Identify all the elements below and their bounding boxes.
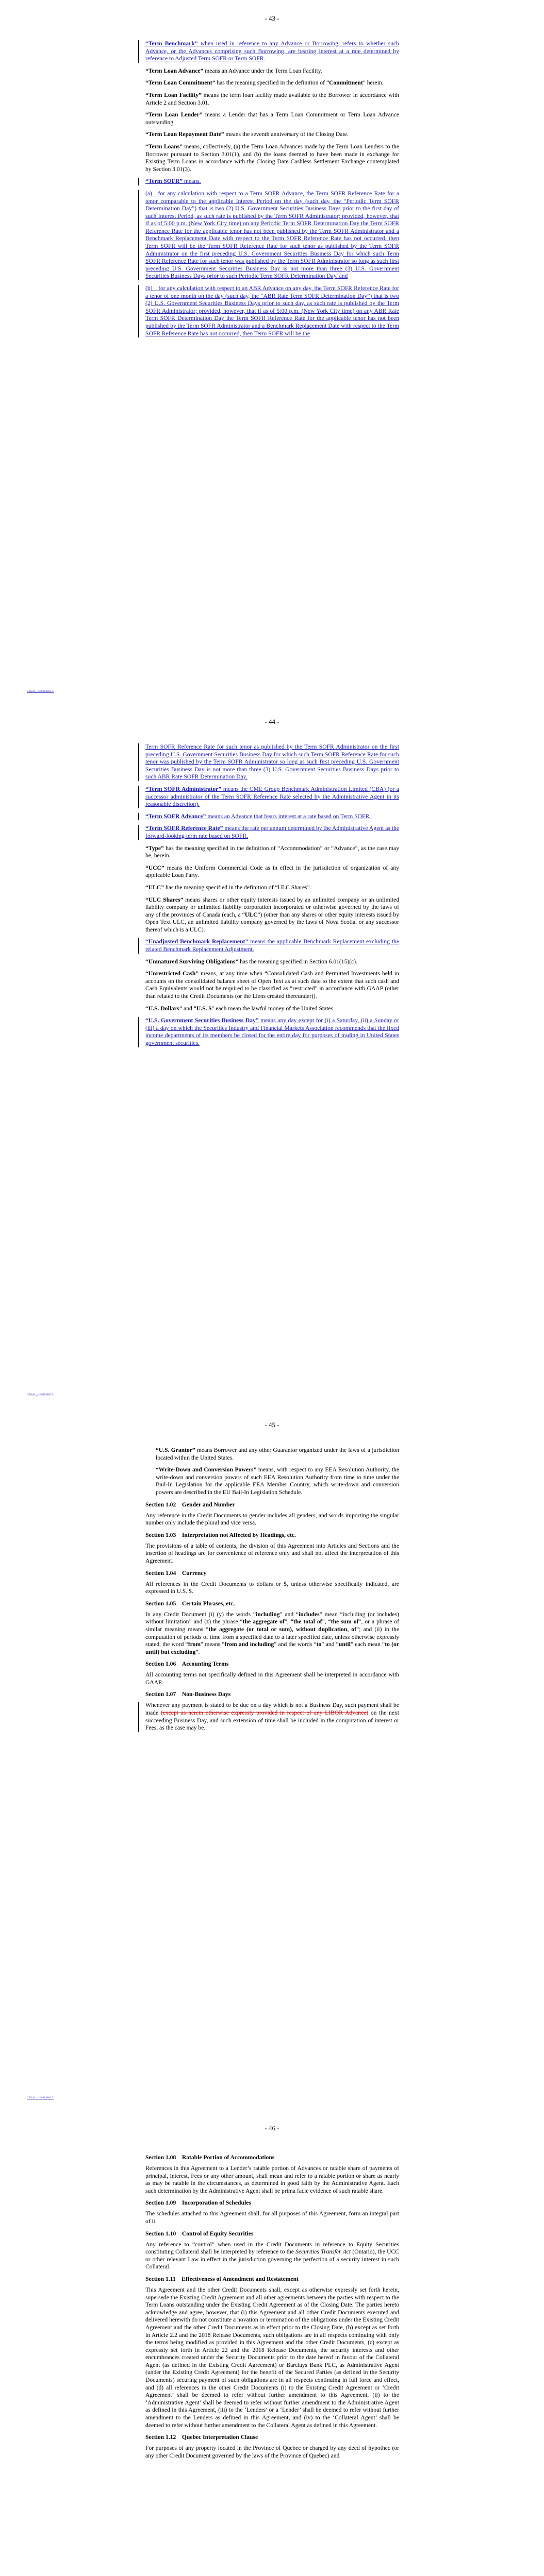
section-heading: Section 1.06 Accounting Terms — [145, 1660, 229, 1668]
paragraph — [145, 825, 399, 840]
text-run: on the next succeeding Business Day, and such extension of time shall be included in the computation of interest or Fees, as the case may be. — [145, 1709, 399, 1732]
section-heading: Section 1.05 Certain Phrases, etc. — [145, 1600, 235, 1607]
paragraph — [145, 896, 399, 934]
section-heading: Section 1.12 Quebec Interpretation Clause — [145, 2434, 258, 2441]
paragraph — [145, 285, 399, 337]
page-content — [145, 743, 399, 1052]
paragraph — [145, 813, 399, 821]
inserted-text: means the rate per annum determined by the Administrative Agent as the forward-looking term rate based on SOFR. — [145, 825, 399, 839]
paragraph — [145, 1005, 399, 1013]
text-run: “U.S. Grantor” — [156, 1447, 195, 1453]
text-run: “ULC” — [145, 884, 164, 891]
paragraph — [145, 2241, 399, 2271]
section-heading: Section 1.03 Interpretation not Affected by Headings, etc. — [145, 1531, 296, 1538]
text-run: ”) (other than any shares or other equity interests issued by Open Text ULC, an unlimited liability company governed by the laws of Nova Scotia, or any successor thereof which is a ULC). — [145, 911, 399, 933]
text-run: “Term Loan Facility” — [145, 91, 202, 98]
text-run: includes — [299, 1611, 320, 1618]
paragraph — [145, 1581, 399, 1596]
page-number: - 45 - — [265, 1421, 279, 1429]
paragraph — [145, 190, 399, 280]
page-number: - 44 - — [265, 718, 279, 725]
section-heading: Section 1.08 Ratable Portion of Accommodations — [145, 2154, 275, 2161]
inserted-text: means an Advance that bears interest at a rate based on Term SOFR. — [206, 812, 371, 820]
inserted-text: means, — [183, 178, 201, 185]
inserted-text: “Term Benchmark” — [145, 40, 198, 47]
text-run: For purposes of any property located in the Province of Quebec or charged by any deed of hypothec (or any other Credit Document governed by the laws of the Province of Quebec) and — [145, 2445, 399, 2459]
change-bar — [138, 40, 139, 63]
change-bar — [138, 813, 139, 821]
text-run: (Ontario), the UCC or other relevant Law in effect in the jurisdiction governing the perfection of a security interest in such Collateral. — [145, 2248, 400, 2270]
text-run: ” and “ — [321, 1641, 339, 1648]
text-run: All accounting terms not specifically defined in this Agreement shall be interpreted in accordance with GAAP. — [145, 1671, 399, 1686]
text-run: “Term Loans” — [145, 143, 183, 150]
document-page — [0, 1406, 544, 2110]
text-run: means a Lender that has a Term Loan Commitment or Term Loan Advance outstanding. — [145, 111, 399, 126]
paragraph — [145, 131, 399, 139]
inserted-text: means any day except for (i) a Saturday, (ii) a Sunday or (iii) a day on which the Securities Industry and Financial Markets Association recommends that the fixed income departments of its members be closed for the entire day for purposes of trading in United States government securities. — [145, 1017, 399, 1046]
text-run: Any reference to “control” when used in the Credit Documents in reference to Equity Securities constituting Collateral shall be interpreted by reference to the — [145, 2241, 399, 2256]
inserted-text: “U.S. Government Securities Business Day” — [145, 1017, 259, 1024]
text-run: means the seventh anniversary of the Closing Date. — [224, 131, 349, 138]
text-run: ” each mean “ — [350, 1641, 385, 1648]
text-run: ” mean “including (or includes) without limitation” and (z) the phrase “ — [145, 1611, 399, 1625]
paragraph — [145, 2210, 399, 2225]
text-run: “Unrestricted Cash” — [145, 970, 199, 977]
text-run: means shares or other equity interests issued by an unlimited company or an unlimited liability company or unlimited liability corporation incorporated or otherwise governed by the laws of any of the provinces of Canada (each, a “ — [145, 896, 399, 918]
change-bar — [138, 190, 139, 280]
change-bar — [138, 1017, 139, 1047]
paragraph — [145, 92, 399, 107]
page-number: - 46 - — [265, 2124, 279, 2132]
change-bar — [138, 285, 139, 337]
paragraph — [145, 1702, 399, 1732]
inserted-text: “Term SOFR Administrator” — [145, 785, 222, 792]
change-bar — [138, 178, 139, 185]
text-run: has the meaning specified in Section 6.01(15)(c). — [238, 958, 358, 965]
page-number: - 43 - — [265, 14, 279, 22]
text-run: References in this Agreement to a Lender’s ratable portion of Advances or ratable share of payments of principal, interest, Fees or any other amount, shall mean and refer to a ratable portion or share as nearly as may be ratable in the circumstances, as determined in good faith by the Administrative Agent. Each such determination by the Administrative Agent shall be prima facie evidence of such ratable share. — [145, 2165, 399, 2194]
paragraph — [145, 1671, 399, 1686]
inserted-text: when used in reference to any Advance or Borrowing, refers to whether such Advance, or the Advances comprising such Borrowing, are bearing interest at a rate determined by reference to Adjusted Term SOFR or Term SOFR. — [145, 40, 399, 62]
paragraph — [145, 111, 399, 126]
section-heading: Section 1.11 Effectiveness of Amendment and Restatement — [145, 2275, 299, 2282]
inserted-text: “Term SOFR Advance” — [145, 812, 206, 820]
paragraph — [145, 865, 399, 879]
text-run: to — [316, 1641, 322, 1648]
text-run: the aggregate of — [242, 1618, 285, 1625]
text-run: has the meaning specified in the definition of “Accommodation” or “Advance”, as the case may be, herein. — [145, 844, 399, 859]
inserted-text: means the CME Group Benchmark Administration Limited (CBA) (or a successor administrator of the Term SOFR Reference Rate selected by the Administrative Agent in its reasonable discretion). — [145, 785, 400, 808]
section-heading: Section 1.04 Currency — [145, 1569, 207, 1577]
section-heading: Section 1.10 Control of Equity Securities — [145, 2230, 254, 2237]
change-bar — [138, 786, 139, 808]
text-run: the aggregate (or total or sum), without duplication, of — [208, 1625, 356, 1633]
text-run: ”, “ — [284, 1618, 293, 1625]
inserted-text: (b) for any calculation with respect to an ABR Advance on any day, the Term SOFR Reference Rate for a tenor of one month on the day (such day, the “ABR Rate Term SOFR Determination Day”) that is two (2) U.S. Government Securities Business Days prior to such day, as such rate is published by the Term SOFR Administrator; provided, however, that if as of 5:00 p.m. (New York City time) on any ABR Rate Term SOFR Determination Day the Term SOFR Reference Rate for the applicable tenor has not been published by the Term SOFR Administrator and a Benchmark Replacement Date with respect to the Term SOFR Reference Rate has not occurred, then Term SOFR will be the — [145, 285, 399, 337]
text-run: “Term Loan Lender” — [145, 111, 203, 118]
text-run: means the Uniform Commercial Code as in effect in the jurisdiction of organization of any applicable Loan Party. — [145, 864, 399, 879]
page-content — [145, 1447, 399, 1737]
text-run: ” and the words “ — [274, 1641, 317, 1648]
paragraph — [145, 958, 399, 966]
text-run: means, with respect to any EEA Resolution Authority, the write-down and conversion powers of such EEA Resolution Authority from time to time under the Bail-In Legislation for the applicable EEA Member Country, which write-down and conversion powers are described in the EU Bail-In Legislation Schedule. — [156, 1466, 399, 1496]
text-run: from and including — [224, 1641, 274, 1648]
text-run: “UCC” — [145, 864, 164, 871]
deleted-text: (except as herein otherwise expressly provided in respect of any LIBOR Advance) — [160, 1709, 369, 1717]
text-run: Commitment — [329, 79, 363, 87]
text-run: “U.S. Dollars” — [145, 1005, 183, 1012]
text-run: Securities Transfer Act — [295, 2248, 351, 2256]
text-run: “Write-Down and Conversion Powers” — [156, 1466, 257, 1473]
text-run: “Type” — [145, 844, 164, 852]
paragraph — [145, 178, 399, 185]
change-bar — [138, 938, 139, 953]
paragraph — [145, 970, 399, 1000]
text-run: including — [256, 1611, 280, 1618]
paragraph — [145, 1017, 399, 1047]
text-run: The provisions of a table of contents, the division of this Agreement into Articles and Sections and the insertion of headings are for convenience of reference only and shall not affect the interpretation of this Agreement. — [145, 1542, 399, 1564]
inserted-text: Term SOFR Reference Rate for such tenor as published by the Term SOFR Administrator on the first preceding U.S. Government Securities Business Day for which such Term SOFR Reference Rate for such tenor was published by the Term SOFR Administrator so long as such first preceding U.S. Government Securities Business Day is not more than three (3) U.S. Government Securities Business Days prior to such ABR Rate SOFR Determination Day. — [145, 743, 399, 781]
change-bar — [138, 743, 139, 781]
text-run: means, collectively, (a) the Term Loan Advances made by the Term Loan Lenders to the Borrower pursuant to Section 3.01(1), and (b) the loans deemed to have been made in exchange for Existing Term Loans in accordance with the Closing Date Cashless Settlement Exchange contemplated by Section 3.01(3). — [145, 143, 399, 173]
text-run: means, at any time when “Consolidated Cash and Permitted Investments held in accounts on the consolidated balance sheet of Open Text as at such date to the extent that such cash and Cash Equivalents would not be required to be classified as “restricted” in accordance with GAAP (other than related to the Credit Documents (or the Liens created thereunder)). — [145, 970, 399, 1000]
text-run: Whenever any payment is stated to be due on a day which is not a Business Day, such payment shall be made — [145, 1702, 399, 1717]
text-run: from — [188, 1641, 201, 1648]
paragraph — [145, 143, 399, 173]
text-run: ULC — [244, 911, 258, 918]
section-heading: Section 1.09 Incorporation of Schedules — [145, 2199, 251, 2207]
text-run: ” and “ — [279, 1611, 299, 1618]
footer-document-code: LEGAL_1:66904863.5 — [27, 690, 54, 693]
paragraph — [145, 2445, 399, 2460]
section-heading: Section 1.07 Non-Business Days — [145, 1691, 231, 1698]
text-run: This Agreement and the other Credit Documents shall, except as otherwise expressly set forth herein, supersede the Existing Credit Agreement and all other agreements between the parties with respect to the Term Loans outstanding under the Existing Credit Agreement as of the Closing Date. The parties hereto acknowledge and agree, however, that (i) this Agreement and all other Credit Documents executed and delivered herewith do not constitute a novation or termination of the obligations under the Existing Credit Agreement and the other Credit Documents as in effect prior to the Closing Date, (b) except as set forth in Article 2.2 and the 2018 Release Documents, such obligations are in all respects continuing with only the terms being modified as provided in this Agreement and the other Credit Documents, (c) except as expressly set forth in Article 22 and the 2018 Release Documents, the security interests and other encumbrances created under the Security Documents prior to the date hereof in favour of the Collateral Agent (as defined in the Existing Credit Agreement) or Barclays Bank PLC, as Administrative Agent (under the Existing Credit Agreement) for the benefit of the Secured Parties (as defined in the Security Documents) securing payment of such obligations are in all respects continuing in full force and effect, and (d) all references in the other Credit Documents (i) to the Existing Credit Agreement or ‘Credit Agreement’ shall be deemed to refer without further amendment to this Agreement, (ii) to the ‘Administrative Agent’ shall be deemed to refer without further amendment to the Administrative Agent as defined in this Agreement, (iii) to the ‘Lenders’ or a ‘Lender’ shall be deemed to refer without further amendment to the Lenders as defined in this Agreement, and (iv) to the ‘Collateral Agent’ shall be deemed to refer without further amendment to the Collateral Agent as defined in this Agreement. — [145, 2286, 399, 2429]
inserted-text: “Unadjusted Benchmark Replacement” — [145, 938, 249, 945]
inserted-text: “Term SOFR” — [145, 178, 183, 185]
paragraph — [145, 1512, 399, 1527]
change-bar — [138, 825, 139, 840]
text-run: ”. — [195, 1648, 200, 1655]
inserted-text: “Term SOFR Reference Rate” — [145, 825, 223, 832]
paragraph — [145, 2165, 399, 2195]
text-run: The schedules attached to this Agreement shall, for all purposes of this Agreement, form an integral part of it. — [145, 2210, 399, 2225]
text-run: Any reference in the Credit Documents to gender includes all genders, and words importing the singular number only include the plural and vice versa. — [145, 1512, 399, 1527]
paragraph — [156, 1447, 399, 1462]
text-run: ” herein. — [362, 79, 384, 87]
text-run: and “ — [182, 1005, 196, 1012]
text-run: means an Advance under the Term Loan Facility. — [203, 67, 322, 74]
page-content — [145, 2151, 399, 2464]
text-run: ”; and (ii) in the computation of periods of time from a specified date to a later specified date, unless otherwise expressly stated, the word “ — [145, 1625, 399, 1648]
text-run: means the term loan facility made available to the Borrower in accordance with Article 2 and Section 3.01. — [145, 91, 399, 106]
paragraph — [145, 79, 399, 87]
text-run: ” means “ — [201, 1641, 225, 1648]
paragraph — [145, 884, 399, 892]
paragraph — [145, 743, 399, 781]
paragraph — [145, 1543, 399, 1565]
document-page — [0, 703, 544, 1406]
inserted-text: (a) for any calculation with respect to a Term SOFR Advance, the Term SOFR Reference Rate for a tenor comparable to the applicable Interest Period on the day (such day, the “Periodic Term SOFR Determination Day”) that is two (2) U.S. Government Securities Business Days prior to the first day of such Interest Period, as such rate is published by the Term SOFR Administrator; provided, however, that if as of 5:00 p.m. (New York City time) on any Periodic Term SOFR Determination Day the Term SOFR Reference Rate for the applicable tenor has not been published by the Term SOFR Administrator and a Benchmark Replacement Date with respect to the Term SOFR Reference Rate has not occurred, then Term SOFR will be the Term SOFR Reference Rate for such tenor as published by the Term SOFR Administrator on the first preceding U.S. Government Securities Business Day for which such Term SOFR Reference Rate for such tenor was published by the Term SOFR Administrator so long as such first preceding U.S. Government Securities Business Day is not more than three (3) U.S. Government Securities Business Days prior to such Periodic Term SOFR Determination Day, and — [145, 190, 399, 280]
document-page — [0, 2110, 544, 2576]
text-run: All references in the Credit Documents to dollars or $, unless otherwise specifically indicated, are expressed in U.S. $. — [145, 1580, 399, 1595]
text-run: means Borrower and any other Guarantor organized under the laws of a jurisdiction located within the United States. — [156, 1447, 400, 1461]
text-run: “Term Loan Repayment Date” — [145, 131, 224, 138]
footer-document-code: LEGAL_1:66904863.5 — [27, 2097, 54, 2099]
paragraph — [156, 1466, 399, 1496]
paragraph — [145, 786, 399, 808]
text-run: the sum of — [331, 1618, 359, 1625]
text-run: has the meaning specified in the definition of “ULC Shares”. — [164, 884, 311, 891]
text-run: the total of — [293, 1618, 322, 1625]
text-run: has the meaning specified in the definition of “ — [215, 79, 329, 87]
text-run: “Unmatured Surviving Obligations” — [145, 958, 239, 965]
text-run: “Term Loan Advance” — [145, 67, 204, 74]
document-page — [0, 0, 544, 703]
paragraph — [145, 845, 399, 860]
text-run: ”, “ — [322, 1618, 331, 1625]
paragraph — [145, 40, 399, 63]
footer-document-code: LEGAL_1:66904863.5 — [27, 1394, 54, 1396]
inserted-text: means the applicable Benchmark Replacement excluding the related Benchmark Replacement Adjustment. — [145, 938, 399, 953]
text-run: until — [338, 1641, 351, 1648]
change-bar — [138, 1702, 139, 1732]
section-heading: Section 1.02 Gender and Number — [145, 1501, 235, 1508]
text-run: U.S. $ — [196, 1005, 212, 1012]
text-run: ”, or a phrase of similar meaning means “ — [145, 1618, 400, 1633]
text-run: to (or until) but excluding — [145, 1641, 399, 1655]
paragraph — [145, 1611, 399, 1656]
page-content — [145, 40, 399, 342]
text-run: “Term Loan Commitment” — [145, 79, 216, 87]
text-run: ” each mean the lawful money of the United States. — [211, 1005, 335, 1012]
paragraph — [145, 2286, 399, 2429]
paragraph — [145, 67, 399, 75]
paragraph — [145, 938, 399, 953]
text-run: In any Credit Document (i) (y) the words “ — [145, 1611, 256, 1618]
text-run: “ULC Shares” — [145, 896, 184, 903]
